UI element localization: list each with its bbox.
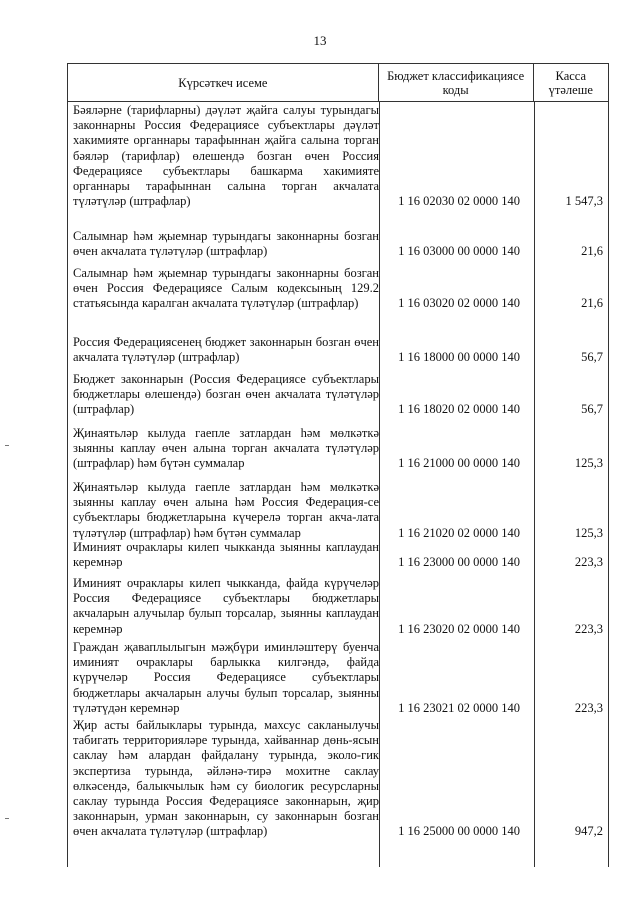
table-row (67, 103, 609, 209)
table-row (67, 540, 609, 570)
table-row (67, 640, 609, 716)
row-amount: 1 547,3 (565, 194, 603, 209)
header-indicator-name: Күрсәткеч исеме (67, 64, 378, 101)
table-header (67, 63, 609, 102)
table-row (67, 335, 609, 365)
row-name: Бәяләрне (тарифларны) дәүләт җайга салуы турындагы законнарны Россия Федерациясе субъектлары дәүләт хакимияте органнары тарафыннан җайга салына торган бәяләр (тарифлар) өлешендә бозган өчен Россия Федерациясе субъектлары башкарма хакимияте органнары тарафыннан салына торган акчалата түләтүләр (штрафлар) (73, 103, 379, 209)
table-row (67, 426, 609, 472)
row-amount: 223,3 (574, 700, 603, 715)
row-code: 1 16 21000 00 0000 140 (398, 456, 520, 471)
row-code: 1 16 18020 02 0000 140 (398, 402, 520, 417)
page-number: 13 (313, 33, 327, 48)
row-amount: 56,7 (581, 402, 603, 417)
table-row (67, 576, 609, 637)
row-name: Иминият очраклары килеп чыкканда зыянны каплаудан керемнәр (73, 540, 379, 570)
row-code: 1 16 23000 00 0000 140 (398, 555, 520, 570)
row-amount: 947,2 (574, 824, 603, 839)
row-code: 1 16 18000 00 0000 140 (398, 350, 520, 365)
row-code: 1 16 03020 02 0000 140 (398, 296, 520, 311)
row-amount: 223,3 (574, 555, 603, 570)
table-row (67, 266, 609, 312)
row-name: Граждан җаваплылыгын мәҗбүри иминләштерү буенча иминият очраклары барлыкка килгәндә, файда күрүчеләр Россия Федерациясе субъектлары бюджетлары акчаларын алучы булып торсалар, зыянны түләтүдән керемнәр (73, 640, 379, 715)
row-amount: 125,3 (574, 525, 603, 540)
row-name: Җинаятьләр кылуда гаепле затлардан һәм мөлкәткә зыянны каплау өчен алына һәм Россия Федерация-се субъектлары бюджетларына күчерелә торган акча-лата түләтүләр (штрафлар) һәм бүтән суммалар (73, 480, 379, 540)
row-code: 1 16 25000 00 0000 140 (398, 824, 520, 839)
header-budget-code: Бюджет классификациясе коды (378, 64, 533, 101)
row-code: 1 16 23021 02 0000 140 (398, 700, 520, 715)
row-amount: 21,6 (581, 244, 603, 259)
row-name: Салымнар һәм җыемнар турындагы законнарны бозган өчен Россия Федерациясе Салым кодексының 129.2 статьясында каралган акчалата түләтүләр (штрафлар) (73, 266, 379, 311)
revenue-table (67, 63, 609, 839)
margin-mark (5, 818, 9, 819)
row-name: Бюджет законнарын (Россия Федерациясе субъектлары бюджетлары өлешендә) бозган өчен акчалата түләтүләр (штрафлар) (73, 372, 379, 417)
margin-mark (5, 445, 9, 446)
table-row (67, 718, 609, 840)
row-code: 1 16 23020 02 0000 140 (398, 621, 520, 636)
row-name: Салымнар һәм җыемнар турындагы законнарны бозган өчен акчалата түләтүләр (штрафлар) (73, 229, 379, 259)
row-name: Җир асты байлыклары турында, махсус сакланылучы табигать территорияләре турында, хайваннар дөнь-ясын саклау һәм алардан файдалану турында, эколо-гик экспертиза турында, әйләнә-тирә мохитне саклау өлкәсендә, балыкчылык һәм су биологик ресурсларны саклау турында Россия Федерациясе законнарын, җир законнарын, урман законнарын, су законнарын бозган өчен акчалата түләтүләр (штрафлар) (73, 718, 379, 839)
row-amount: 125,3 (574, 456, 603, 471)
header-cash-execution: Касса үтәлеше (533, 64, 609, 101)
row-name: Җинаятьләр кылуда гаепле затлардан һәм мөлкәткә зыянны каплау өчен алына торган акчалата түләтүләр (штрафлар) һәм бүтән суммалар (73, 426, 379, 471)
row-code: 1 16 21020 02 0000 140 (398, 525, 520, 540)
table-row (67, 372, 609, 418)
row-name: Россия Федерациясенең бюджет законнарын бозган өчен акчалата түләтүләр (штрафлар) (73, 335, 379, 365)
row-code: 1 16 02030 02 0000 140 (398, 194, 520, 209)
table-row (67, 480, 609, 541)
row-amount: 56,7 (581, 350, 603, 365)
row-amount: 223,3 (574, 621, 603, 636)
row-code: 1 16 03000 00 0000 140 (398, 244, 520, 259)
row-amount: 21,6 (581, 296, 603, 311)
table-row (67, 229, 609, 259)
row-name: Иминият очраклары килеп чыкканда, файда күрүчеләр Россия Федерациясе субъектлары бюджетлары акчаларын алучылар булып торсалар, зыянны каплаудан керемнәр (73, 576, 379, 636)
